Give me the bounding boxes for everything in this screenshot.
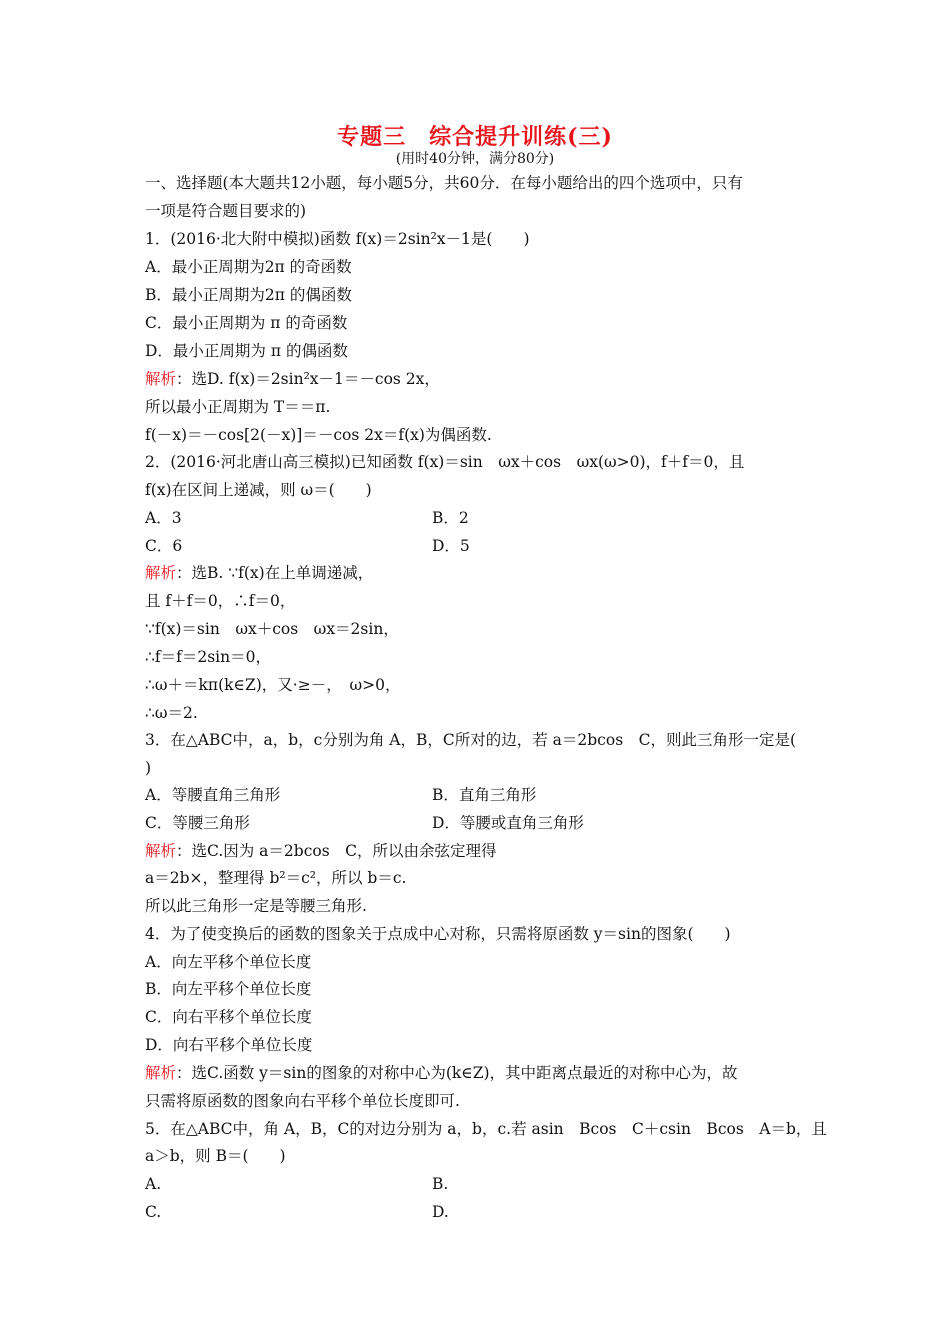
q5-option-d: D. (432, 1203, 449, 1221)
q2-stem-line-2: f(x)在区间上递减，则 ω＝( ) (145, 481, 372, 499)
page-subtitle: (用时40分钟，满分80分) (395, 151, 555, 167)
q3-option-d: D．等腰或直角三角形 (432, 814, 584, 832)
q5-option-c: C. (145, 1203, 162, 1221)
q3-option-c: C．等腰三角形 (145, 814, 250, 832)
q5-option-a: A. (145, 1175, 162, 1193)
q4-option-d: D．向右平移个单位长度 (145, 1036, 313, 1054)
q2-analysis-line-4: ∴f＝f＝2sin＝0， (145, 648, 271, 666)
q4-analysis-line-2: 只需将原函数的图象向右平移个单位长度即可. (145, 1092, 460, 1110)
q1-analysis-line-1 (145, 369, 440, 389)
q5-stem-line-1: 5．在△ABC中，角 A，B，C的对边分别为 a，b，c.若 asin Bcos C＋csin Bcos A＝b，且 (145, 1120, 827, 1138)
q1-analysis-line-3: f(－x)＝－cos[2(－x)]＝－cos 2x＝f(x)为偶函数. (145, 426, 492, 444)
q3-analysis-line-2: a＝2b×，整理得 b²＝c²，所以 b＝c. (145, 869, 407, 887)
q3-option-b: B．直角三角形 (432, 786, 537, 804)
q2-option-d: D．5 (432, 537, 470, 555)
q3-analysis-line-3: 所以此三角形一定是等腰三角形. (145, 897, 367, 915)
q1-option-c: C．最小正周期为 π 的奇函数 (145, 314, 348, 332)
q4-option-a: A．向左平移个单位长度 (145, 953, 312, 971)
q4-option-b: B．向左平移个单位长度 (145, 980, 312, 998)
q2-analysis-line-2: 且 f＋f＝0，∴f＝0， (145, 592, 296, 610)
section-intro-line-2: 一项是符合题目要求的) (145, 202, 307, 220)
section-intro-line-1: 一、选择题(本大题共12小题，每小题5分，共60分．在每小题给出的四个选项中，只有 (145, 174, 743, 192)
q4-option-c: C．向右平移个单位长度 (145, 1008, 312, 1026)
q3-stem-line-1: 3．在△ABC中，a，b，c分别为角 A，B，C所对的边，若 a＝2bcos C，则此三角形一定是( (145, 731, 797, 749)
q3-option-a: A．等腰直角三角形 (145, 786, 281, 804)
q2-analysis-line-3: ∵f(x)＝sin ωx＋cos ωx＝2sin， (145, 620, 399, 638)
analysis-label: 解析 (145, 564, 177, 582)
q4-analysis-text-1: ：选C.函数 y＝sin的图象的对称中心为(k∈Z)，其中距离点最近的对称中心为，故 (176, 1064, 738, 1082)
q1-analysis-line-2: 所以最小正周期为 T＝＝π. (145, 398, 331, 416)
q2-analysis-line-5: ∴ω＋＝kπ(k∈Z)，又·≥－， ω>0， (145, 676, 401, 694)
q1-stem: 1．(2016·北大附中模拟)函数 f(x)＝2sin²x－1是( ) (145, 230, 530, 248)
q2-analysis-line-1 (145, 563, 373, 583)
q2-analysis-text-1: ：选B. ∵f(x)在上单调递减， (176, 564, 374, 582)
q1-option-d: D．最小正周期为 π 的偶函数 (145, 342, 348, 360)
q1-analysis-text-1: ：选D. f(x)＝2sin²x－1＝－cos 2x， (176, 370, 440, 388)
analysis-label: 解析 (145, 370, 177, 388)
q5-option-b: B. (432, 1175, 449, 1193)
q5-stem-line-2: a＞b，则 B＝( ) (145, 1147, 286, 1165)
q4-analysis-line-1 (145, 1063, 738, 1083)
q4-stem: 4．为了使变换后的函数的图象关于点成中心对称，只需将原函数 y＝sin的图象( ) (145, 925, 731, 943)
q2-stem-line-1: 2．(2016·河北唐山高三模拟)已知函数 f(x)＝sin ωx＋cos ωx(ω>0)，f＋f＝0，且 (145, 453, 745, 471)
q3-analysis-text-1: ：选C.因为 a＝2bcos C，所以由余弦定理得 (176, 842, 497, 860)
q2-analysis-line-6: ∴ω＝2. (145, 704, 198, 722)
analysis-label: 解析 (145, 842, 177, 860)
q3-stem-line-2: ) (145, 759, 152, 777)
q3-analysis-line-1 (145, 841, 497, 861)
q2-option-b: B．2 (432, 509, 469, 527)
q1-option-a: A．最小正周期为2π 的奇函数 (145, 258, 352, 276)
page-title: 专题三 综合提升训练(三) (337, 124, 613, 150)
q2-option-c: C．6 (145, 537, 183, 555)
analysis-label: 解析 (145, 1064, 177, 1082)
q2-option-a: A．3 (145, 509, 182, 527)
q1-option-b: B．最小正周期为2π 的偶函数 (145, 286, 352, 304)
